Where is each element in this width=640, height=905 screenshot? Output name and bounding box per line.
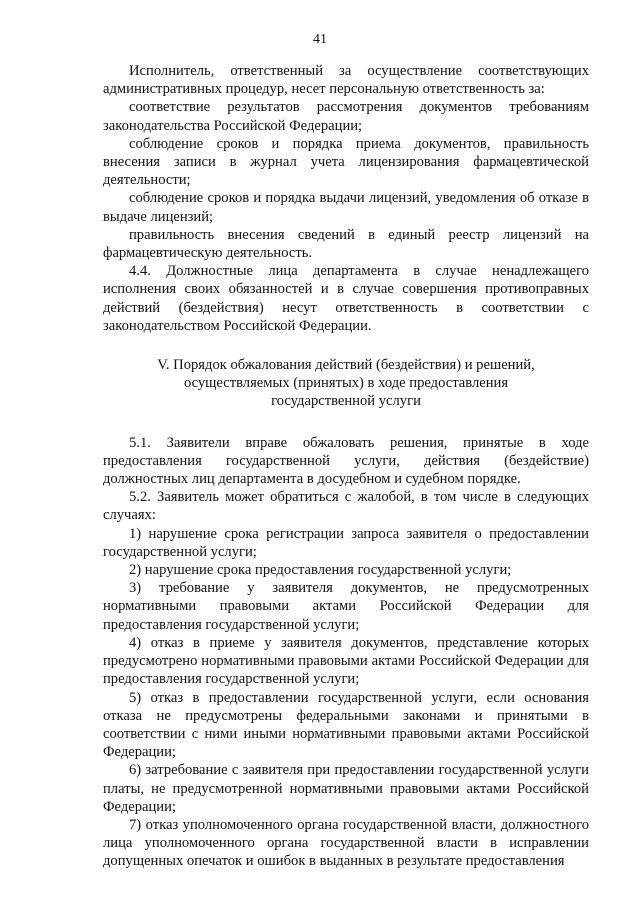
list-item-3: 3) требование у заявителя документов, не предусмотренных нормативными правовыми актами Российской Федерации для предоставления государственной услуги; [103, 580, 589, 633]
section-heading [103, 356, 589, 411]
list-item-6: 6) затребование с заявителя при предоставлении государственной услуги платы, не предусмотренной нормативными правовыми актами Российской Федерации; [103, 762, 589, 815]
section-heading-line: V. Порядок обжалования действий (бездействия) и решений, [157, 357, 535, 374]
list-item-1: 1) нарушение срока регистрации запроса заявителя о предоставлении государственной услуги; [103, 525, 589, 560]
list-item-4: 4) отказ в приеме у заявителя документов, представление которых предусмотрено нормативными правовыми актами Российской Федерации для предоставления государственной услуги; [103, 634, 589, 688]
paragraph-issuance-terms: соблюдение сроков и порядка выдачи лицензий, уведомления об отказе в выдаче лицензий; [103, 190, 589, 225]
list-item-5: 5) отказ в предоставлении государственной услуги, если основания отказа не предусмотрены федеральными законами и принятыми в соответствии с ними иными нормативными правовыми актами Российской Федерации; [103, 689, 589, 761]
section-heading-line: государственной услуги [271, 393, 421, 410]
section-heading-line: осуществляемых (принятых) в ходе предоставления [183, 375, 509, 392]
paragraph-acceptance-terms: соблюдение сроков и порядка приема документов, правильность внесения записи в журнал учета лицензирования фармацевтической деятельности; [103, 135, 589, 189]
paragraph-5-1: 5.1. Заявители вправе обжаловать решения, принятые в ходе предоставления государственной услуги, действия (бездействие) должностных лиц департамента в досудебном и судебном порядке. [103, 434, 589, 488]
document-body [103, 62, 589, 871]
paragraph-4-4: 4.4. Должностные лица департамента в случае ненадлежащего исполнения своих обязанностей и в случае совершения противоправных действий (бездействия) несут ответственность в соответствии с законодательством Российской Федерации. [103, 263, 589, 334]
paragraph-executor-responsibility: Исполнитель, ответственный за осуществление соответствующих административных процедур, несет персональную ответственность за: [103, 63, 589, 98]
page-number: 41 [313, 32, 327, 47]
paragraph-5-2: 5.2. Заявитель может обратиться с жалобой, в том числе в следующих случаях: [103, 489, 589, 524]
list-item-2: 2) нарушение срока предоставления государственной услуги; [129, 562, 512, 579]
paragraph-registry: правильность внесения сведений в единый реестр лицензий на фармацевтическую деятельность. [103, 226, 589, 262]
paragraph-compliance: соответствие результатов рассмотрения документов требованиям законодательства Российской Федерации; [103, 99, 589, 134]
list-item-7: 7) отказ уполномоченного органа государственной власти, должностного лица уполномоченного органа государственной власти в исправлении допущенных опечаток и ошибок в выданных в результате предоставления [103, 816, 589, 870]
